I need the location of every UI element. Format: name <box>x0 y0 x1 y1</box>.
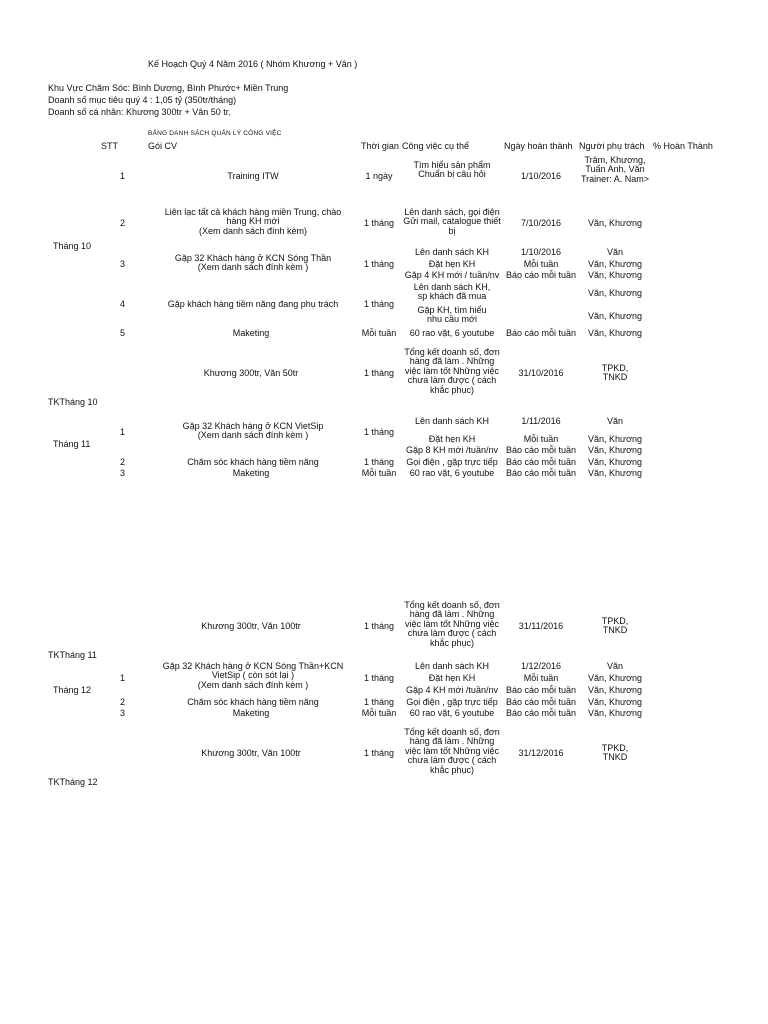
nguoi-cell: Văn, Khương <box>588 685 642 695</box>
nguoi-cell: Văn, Khương <box>588 445 642 455</box>
goi-cv-cell: Khương 300tr, Văn 50tr <box>203 368 299 378</box>
nguoi-cell: Văn, Khương <box>588 311 642 321</box>
sheet-title: BẢNG DANH SÁCH QUẢN LÝ CÔNG VIỆC <box>148 130 282 137</box>
cong-viec-cell: Lên danh sách KH <box>414 247 490 257</box>
thoi-gian-cell: 1 tháng <box>363 621 395 631</box>
nguoi-cell: Văn, Khương <box>588 218 642 228</box>
ngay-cell: Báo cáo mỗi tuần <box>505 328 577 338</box>
goi-cv-cell: Khương 300tr, Văn 100tr <box>201 621 301 631</box>
header-thoi-gian: Thời gian <box>361 141 399 151</box>
ngay-cell: Báo cáo mỗi tuần <box>505 685 577 695</box>
nguoi-cell: TPKD, TNKD <box>601 616 629 636</box>
nguoi-cell: Văn, Khương <box>588 708 642 718</box>
cong-viec-cell: Gặp 4 KH mới / tuần/nv <box>404 270 500 280</box>
cong-viec-cell: 60 rao vặt, 6 youtube <box>409 468 495 478</box>
thoi-gian-cell: 1 tháng <box>363 748 395 758</box>
doc-title: Kế Hoạch Quý 4 Năm 2016 ( Nhóm Khương + Vân ) <box>148 59 358 69</box>
cong-viec-cell: Đặt hẹn KH <box>428 434 476 444</box>
ngay-cell: Báo cáo mỗi tuần <box>505 468 577 478</box>
goi-cv-cell: Training ITW <box>227 171 279 181</box>
header-cong-viec: Công việc cụ thể <box>402 141 470 151</box>
goi-cv-cell: Chăm sóc khách hàng tiềm năng <box>187 697 319 707</box>
goi-cv-cell: Gặp khách hàng tiềm năng đang phụ trách <box>167 299 339 309</box>
header-stt: STT <box>101 141 118 151</box>
goi-cv-cell: Gặp 32 Khách hàng ở KCN Sóng Thần+KCN VietSip ( còn sót lại ) (Xem danh sách đính kèm ) <box>162 661 344 690</box>
ngay-cell: 1/11/2016 <box>521 416 561 426</box>
nguoi-cell: Văn, Khương <box>588 270 642 280</box>
stt-cell: 4 <box>120 299 126 309</box>
ngay-cell: 1/10/2016 <box>520 247 562 257</box>
thoi-gian-cell: 1 tháng <box>363 368 395 378</box>
header-nguoi-phu-trach: Người phụ trách <box>579 141 645 151</box>
personal-info: Doanh số cá nhân: Khương 300tr + Vân 50 tr. <box>48 107 231 117</box>
thoi-gian-cell: 1 tháng <box>363 457 395 467</box>
ngay-cell: 31/12/2016 <box>518 748 564 758</box>
thoi-gian-cell: 1 tháng <box>363 427 395 437</box>
ngay-cell: 1/10/2016 <box>520 171 562 181</box>
stt-cell: 2 <box>120 457 126 467</box>
cong-viec-cell: Lên danh sách, gọi điện Gửi mail, catalogue thiết bị <box>403 207 501 236</box>
ngay-cell: Mỗi tuần <box>523 259 559 269</box>
ngay-cell: Báo cáo mỗi tuần <box>505 457 577 467</box>
region-info: Khu Vực Chăm Sóc: Bình Dương, Bình Phước+ Miền Trung <box>48 83 289 93</box>
cong-viec-cell: Gặp 4 KH mới /tuần/nv <box>406 685 498 695</box>
cong-viec-cell: Lên danh sách KH <box>414 416 490 426</box>
month-summary-label: TKTháng 10 <box>48 397 98 407</box>
ngay-cell: 31/10/2016 <box>518 368 564 378</box>
cong-viec-cell: Gặp 8 KH mới /tuần/nv <box>406 445 498 455</box>
stt-cell: 1 <box>120 171 126 181</box>
ngay-cell: Báo cáo mỗi tuần <box>505 697 577 707</box>
thoi-gian-cell: 1 tháng <box>363 259 395 269</box>
ngay-cell: Mỗi tuần <box>523 434 559 444</box>
thoi-gian-cell: Mỗi tuần <box>361 708 397 718</box>
target-info: Doanh số mục tiêu quý 4 : 1,05 tỷ (350tr/tháng) <box>48 95 237 105</box>
thoi-gian-cell: 1 tháng <box>363 218 395 228</box>
cong-viec-cell: Tổng kết doanh số, đơn hàng đã làm . Những việc làm tốt Những việc chưa làm được ( cách khắc phục) <box>404 347 500 395</box>
cong-viec-cell: Gặp KH, tìm hiểu nhu cầu mới <box>417 305 487 325</box>
nguoi-cell: Văn, Khương <box>588 673 642 683</box>
cong-viec-cell: Lên danh sách KH, sp khách đã mua <box>413 282 491 302</box>
nguoi-cell: Văn, Khương <box>588 328 642 338</box>
ngay-cell: 7/10/2016 <box>520 218 562 228</box>
goi-cv-cell: Maketing <box>232 708 270 718</box>
cong-viec-cell: Tìm hiểu sản phẩm Chuẩn bị câu hỏi <box>413 160 491 180</box>
ngay-cell: Mỗi tuần <box>523 673 559 683</box>
header-pct-hoan-thanh: % Hoàn Thành <box>653 141 713 151</box>
ngay-cell: Báo cáo mỗi tuần <box>505 270 577 280</box>
month-summary-label: TKTháng 11 <box>48 650 97 660</box>
nguoi-cell: Văn <box>606 416 623 426</box>
thoi-gian-cell: Mỗi tuần <box>361 468 397 478</box>
ngay-cell: 1/12/2016 <box>520 661 562 671</box>
nguoi-cell: Văn <box>606 247 623 257</box>
thoi-gian-cell: Mỗi tuần <box>361 328 397 338</box>
nguoi-cell: Văn, Khương <box>588 288 642 298</box>
cong-viec-cell: Đặt hẹn KH <box>428 259 476 269</box>
stt-cell: 2 <box>120 697 126 707</box>
goi-cv-cell: Maketing <box>232 328 270 338</box>
month-label: Tháng 12 <box>53 685 92 695</box>
thoi-gian-cell: 1 tháng <box>363 299 395 309</box>
cong-viec-cell: Đặt hẹn KH <box>428 673 476 683</box>
header-goi-cv: Gói CV <box>148 141 178 151</box>
nguoi-cell: Văn, Khương <box>588 697 642 707</box>
thoi-gian-cell: 1 tháng <box>363 673 395 683</box>
stt-cell: 3 <box>120 259 126 269</box>
nguoi-cell: TPKD, TNKD <box>601 363 629 383</box>
goi-cv-cell: Khương 300tr, Văn 100tr <box>201 748 301 758</box>
ngay-cell: 31/11/2016 <box>518 621 564 631</box>
goi-cv-cell: Chăm sóc khách hàng tiềm năng <box>187 457 319 467</box>
nguoi-cell: Văn, Khương <box>588 259 642 269</box>
goi-cv-cell: Gặp 32 Khách hàng ở KCN VietSip (Xem danh sách đính kèm ) <box>182 421 324 441</box>
nguoi-cell: Văn, Khương <box>588 468 642 478</box>
nguoi-cell: Trâm, Khương, Tuấn Anh, Văn Trainer: A. Nam> <box>581 155 649 184</box>
nguoi-cell: Văn, Khương <box>588 457 642 467</box>
nguoi-cell: Văn, Khương <box>588 434 642 444</box>
cong-viec-cell: Gọi điện , gặp trực tiếp <box>406 457 498 467</box>
nguoi-cell: Văn <box>606 661 623 671</box>
thoi-gian-cell: 1 ngày <box>365 171 393 181</box>
goi-cv-cell: Gặp 32 Khách hàng ở KCN Sóng Thần (Xem danh sách đính kèm ) <box>174 253 332 273</box>
stt-cell: 1 <box>120 673 126 683</box>
cong-viec-cell: Tổng kết doanh số, đơn hàng đã làm . Những việc làm tốt Những việc chưa làm được ( cách khắc phục) <box>404 727 500 775</box>
thoi-gian-cell: 1 tháng <box>363 697 395 707</box>
stt-cell: 3 <box>120 708 126 718</box>
goi-cv-cell: Maketing <box>232 468 270 478</box>
ngay-cell: Báo cáo mỗi tuần <box>505 445 577 455</box>
stt-cell: 3 <box>120 468 126 478</box>
cong-viec-cell: Tổng kết doanh số, đơn hàng đã làm . Những việc làm tốt Những việc chưa làm được ( cách khắc phục) <box>404 600 500 648</box>
stt-cell: 2 <box>120 218 126 228</box>
month-label: Tháng 10 <box>53 241 92 251</box>
cong-viec-cell: Gọi điện , gặp trực tiếp <box>406 697 498 707</box>
month-label: Tháng 11 <box>53 439 91 449</box>
cong-viec-cell: Lên danh sách KH <box>414 661 490 671</box>
month-summary-label: TKTháng 12 <box>48 777 98 787</box>
cong-viec-cell: 60 rao vặt, 6 youtube <box>409 328 495 338</box>
ngay-cell: Báo cáo mỗi tuần <box>505 708 577 718</box>
stt-cell: 5 <box>120 328 126 338</box>
stt-cell: 1 <box>120 427 126 437</box>
cong-viec-cell: 60 rao vặt, 6 youtube <box>409 708 495 718</box>
header-ngay-hoan-thanh: Ngày hoàn thành <box>504 141 573 151</box>
nguoi-cell: TPKD, TNKD <box>601 743 629 763</box>
goi-cv-cell: Liên lạc tất cả khách hàng miền Trung, chào hàng KH mới (Xem danh sách đính kèm) <box>164 207 342 236</box>
